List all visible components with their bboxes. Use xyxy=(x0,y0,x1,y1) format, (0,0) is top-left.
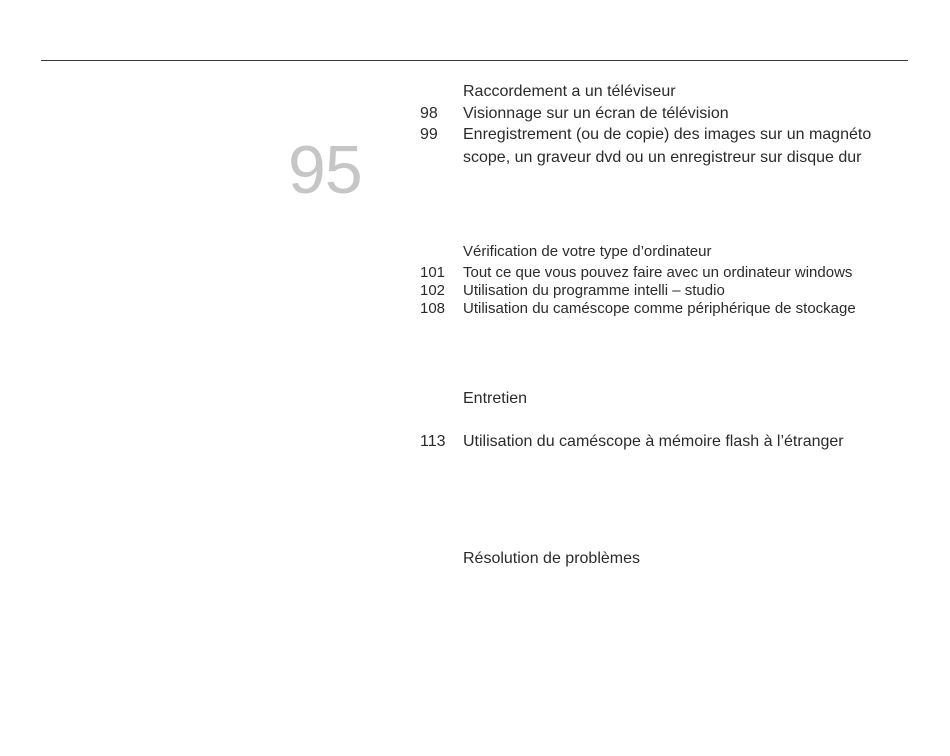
toc-page-number: 98 xyxy=(420,105,438,122)
toc-entry-continuation: scope, un graveur dvd ou un enregistreur sur disque dur xyxy=(463,149,862,166)
toc-entry-text: Utilisation du caméscope comme périphérique de stockage xyxy=(463,300,856,317)
toc-entry-text: Visionnage sur un écran de télévision xyxy=(463,105,729,122)
section-heading-tv[interactable]: Raccordement a un téléviseur xyxy=(463,83,676,100)
toc-entry-text: Enregistrement (ou de copie) des images sur un magnéto xyxy=(463,126,872,143)
toc-page-number: 113 xyxy=(420,433,446,450)
section-heading-maintenance[interactable]: Entretien xyxy=(463,390,528,407)
toc-page-number: 99 xyxy=(420,126,438,143)
toc-page-number: 108 xyxy=(420,300,446,317)
section-heading-pc[interactable]: Vérification de votre type d’ordinateur xyxy=(463,243,712,260)
toc-entry[interactable] xyxy=(420,300,856,318)
section-heading-troubleshooting[interactable]: Résolution de problèmes xyxy=(463,550,640,567)
header-rule xyxy=(41,60,908,61)
toc-entry[interactable] xyxy=(420,282,725,300)
toc-entry-text: Utilisation du programme intelli – studio xyxy=(463,282,725,299)
page-number: 95 xyxy=(288,132,362,208)
toc-entry[interactable] xyxy=(420,264,852,282)
toc-entry-text: Utilisation du caméscope à mémoire flash à l’étranger xyxy=(463,433,844,450)
toc-entry[interactable] xyxy=(420,103,729,124)
toc-entry[interactable] xyxy=(420,431,844,452)
toc-page-number: 102 xyxy=(420,282,446,299)
toc-page-number: 101 xyxy=(420,264,446,281)
toc-entry-text: Tout ce que vous pouvez faire avec un ordinateur windows xyxy=(463,264,853,281)
toc-entry[interactable] xyxy=(420,124,871,145)
